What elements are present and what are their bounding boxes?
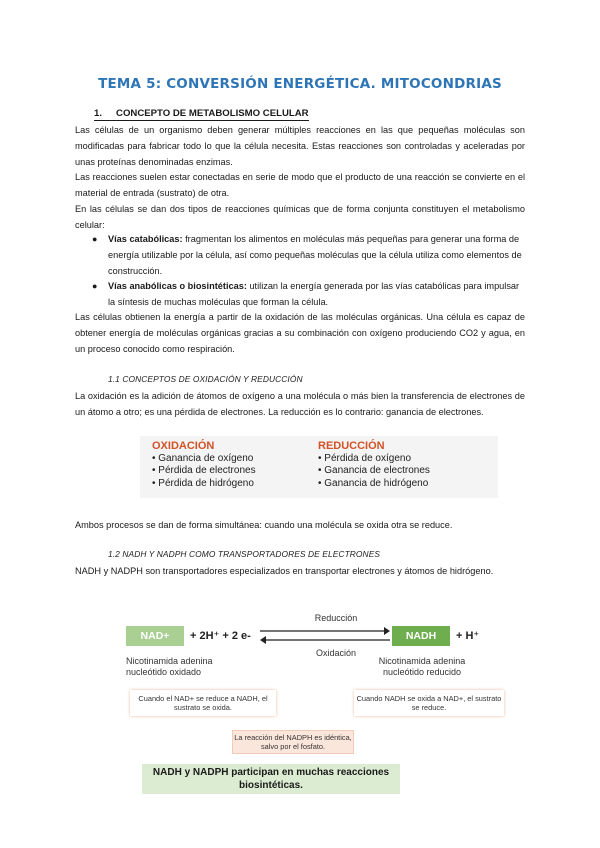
bullet-item [92, 279, 522, 311]
reduction-item: • Ganancia de hidrógeno [318, 477, 429, 489]
section-heading-1 [94, 108, 309, 121]
oxidation-reduction-figure [140, 436, 498, 498]
bullet-text: utilizan la energía generada por las vías catabólicas para impulsar la síntesis de muchas moléculas que forman la célula. [108, 281, 520, 308]
section11-paragraph [75, 389, 525, 421]
oxidation-item: • Pérdida de hidrógeno [152, 477, 254, 489]
section12-paragraph [75, 564, 525, 580]
bullet-text: fragmentan los alimentos en moléculas más pequeñas para generar una forma de energía utilizable por la célula, así como pequeñas moléculas que la célula utiliza como elementos de construcción. [108, 234, 522, 276]
oxidation-column [152, 440, 256, 490]
nadh-caption: Nicotinamida adenina nucleótido reducido [378, 656, 466, 677]
reduction-item: • Ganancia de electrones [318, 465, 430, 477]
nad-box: NAD+ [126, 626, 184, 646]
paragraph: Ambos procesos se dan de forma simultánea: cuando una molécula se oxida otra se reduce. [75, 520, 453, 530]
reduction-heading: REDUCCIÓN [318, 440, 385, 452]
bullet-term: Vías anabólicas o biosintéticas: [108, 281, 247, 292]
reduction-label: Reducción [314, 613, 358, 623]
metabolism-bullet-list [92, 232, 522, 311]
oxidation-item: • Ganancia de oxígeno [152, 453, 254, 465]
note-center: La reacción del NADPH es idéntica, salvo por el fosfato. [232, 730, 354, 754]
section1-paragraphs [75, 123, 525, 234]
paragraph: NADH y NADPH son transportadores especializados en transportar electrones y átomos de hidrógeno. [75, 566, 494, 576]
bullet-dot-icon: ● [92, 234, 98, 244]
page-title: TEMA 5: CONVERSIÓN ENERGÉTICA. MITOCONDRIAS [98, 76, 502, 92]
oxidation-label: Oxidación [315, 648, 357, 658]
biosynthesis-banner: NADH y NADPH participan en muchas reacciones biosintéticas. [142, 764, 400, 794]
oxidation-heading: OXIDACIÓN [152, 440, 215, 452]
reactants-label: + 2H⁺ + 2 e- [190, 630, 251, 642]
note-left: Cuando el NAD+ se reduce a NADH, el sustrato se oxida. [130, 690, 276, 716]
reaction-arrows-icon [260, 625, 390, 647]
subsection-heading-1-1: 1.1 CONCEPTOS DE OXIDACIÓN Y REDUCCIÓN [108, 374, 303, 384]
section-title: CONCEPTO DE METABOLISMO CELULAR [116, 108, 309, 119]
nad-caption: Nicotinamida adenina nucleótido oxidado [126, 656, 213, 677]
product-label: + H⁺ [456, 630, 480, 642]
subsection-heading-1-2: 1.2 NADH Y NADPH COMO TRANSPORTADORES DE ELECTRONES [108, 549, 381, 559]
bullet-item [92, 232, 522, 279]
paragraph: La oxidación es la adición de átomos de oxígeno a una molécula o más bien la transferencia de electrones de un átomo a otro; es una pérdida de electrones. La reducción es lo contrario: ganancia de electrones. [75, 391, 525, 417]
bullet-term: Vías catabólicas: [108, 234, 183, 244]
paragraph: Las células obtienen la energía a partir de la oxidación de las moléculas orgánicas. Una célula es capaz de obtener energía de moléculas orgánicas gracias a su combinación con oxígeno produciendo CO2 y agua, en un proceso conocido como respiración. [75, 312, 525, 354]
paragraph: En las células se dan dos tipos de reacciones químicas que de forma conjunta constituyen el metabolismo celular: [75, 203, 525, 230]
oxidation-item: • Pérdida de electrones [152, 465, 256, 477]
section-number: 1. [94, 108, 103, 119]
note-right: Cuando NADH se oxida a NAD+, el sustrato se reduce. [354, 690, 504, 716]
reduction-item: • Pérdida de oxígeno [318, 453, 412, 465]
paragraph: Las reacciones suelen estar conectadas en serie de modo que el producto de una reacción se convierte en el material de entrada (sustrato) de otra. [75, 172, 525, 199]
reduction-column [318, 440, 430, 490]
nadh-diagram [126, 608, 508, 803]
section1-closing-paragraph [75, 310, 525, 357]
nadh-box: NADH [392, 626, 450, 646]
paragraph: Las células de un organismo deben generar múltiples reacciones en las que pequeñas moléculas son modificadas para fabricar todo lo que la célula necesita. Estas reacciones son controladas y aceleradas por unas proteínas denominadas enzimas. [75, 125, 525, 167]
section11-closing-paragraph [75, 518, 525, 534]
bullet-dot-icon: ● [92, 281, 98, 292]
